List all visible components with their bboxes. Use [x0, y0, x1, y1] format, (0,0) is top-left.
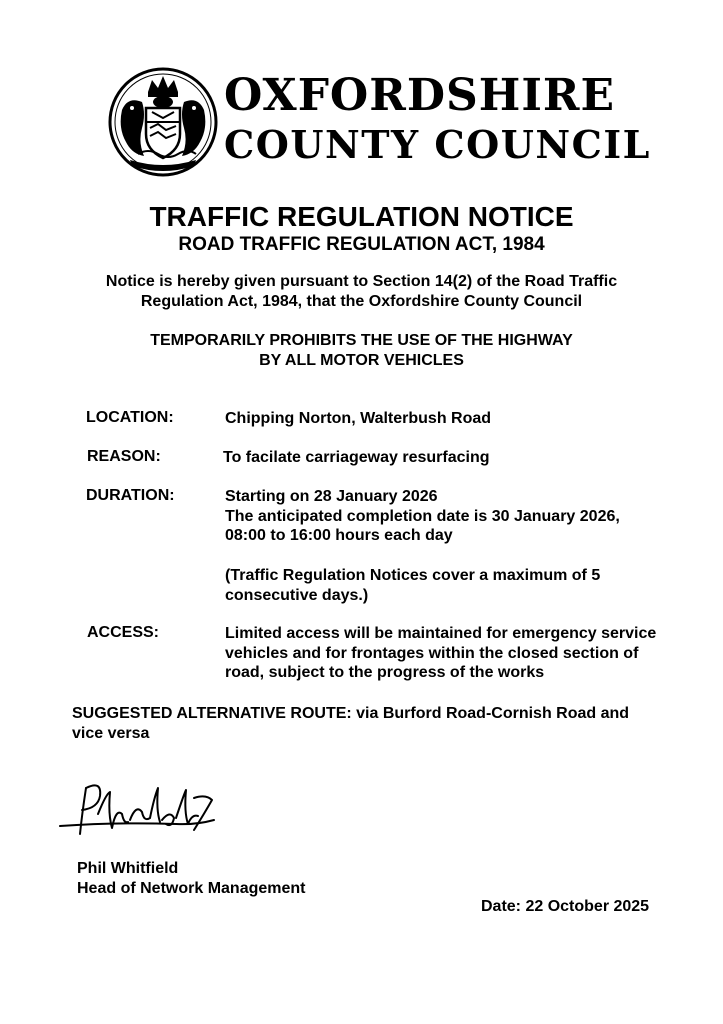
duration-label: DURATION:: [86, 487, 175, 504]
notice-intro-line1: Notice is hereby given pursuant to Section 14(2) of the Road Traffic: [105, 273, 618, 290]
council-name-line1: OXFORDSHIRE: [224, 70, 616, 121]
notice-title: TRAFFIC REGULATION NOTICE: [149, 201, 574, 232]
notice-intro: [0, 272, 723, 312]
access-line3: road, subject to the progress of the works: [225, 664, 545, 682]
council-crest-logo: [108, 66, 218, 178]
signatory-name: Phil Whitfield: [77, 860, 179, 877]
access-label: ACCESS:: [87, 624, 160, 641]
notice-subtitle: ROAD TRAFFIC REGULATION ACT, 1984: [178, 234, 545, 255]
alternative-route-line2: vice versa: [72, 724, 150, 742]
access-value: [225, 624, 656, 683]
duration-hours: 08:00 to 16:00 hours each day: [225, 527, 453, 545]
reason-label: REASON:: [87, 448, 161, 465]
handwritten-signature: [56, 774, 220, 846]
duration-note: [225, 566, 600, 605]
duration-start: Starting on 28 January 2026: [225, 488, 438, 505]
duration-value: [225, 487, 620, 546]
prohibition-line1: TEMPORARILY PROHIBITS THE USE OF THE HIGHWAY: [150, 332, 573, 349]
access-line2: vehicles and for frontages within the closed section of: [225, 644, 639, 662]
location-value: Chipping Norton, Walterbush Road: [225, 410, 492, 427]
alternative-route: [72, 704, 629, 743]
alternative-route-line1: SUGGESTED ALTERNATIVE ROUTE: via Burford Road-Cornish Road and: [72, 705, 630, 722]
duration-note-line1: (Traffic Regulation Notices cover a maximum of 5: [225, 567, 601, 584]
reason-value: To facilate carriageway resurfacing: [223, 449, 490, 466]
notice-intro-line2: Regulation Act, 1984, that the Oxfordshire County Council: [140, 293, 583, 310]
council-name-line2: COUNTY COUNCIL: [224, 122, 651, 167]
duration-completion: The anticipated completion date is 30 January 2026,: [225, 507, 620, 525]
prohibition-statement: [0, 331, 723, 371]
access-line1: Limited access will be maintained for emergency service: [225, 625, 657, 642]
signatory: [77, 859, 305, 899]
council-name: [224, 70, 651, 167]
prohibition-line2: BY ALL MOTOR VEHICLES: [259, 352, 464, 369]
location-label: LOCATION:: [86, 409, 174, 426]
notice-date: Date: 22 October 2025: [481, 898, 650, 915]
duration-note-line2: consecutive days.): [225, 586, 369, 604]
signatory-role: Head of Network Management: [77, 880, 306, 897]
